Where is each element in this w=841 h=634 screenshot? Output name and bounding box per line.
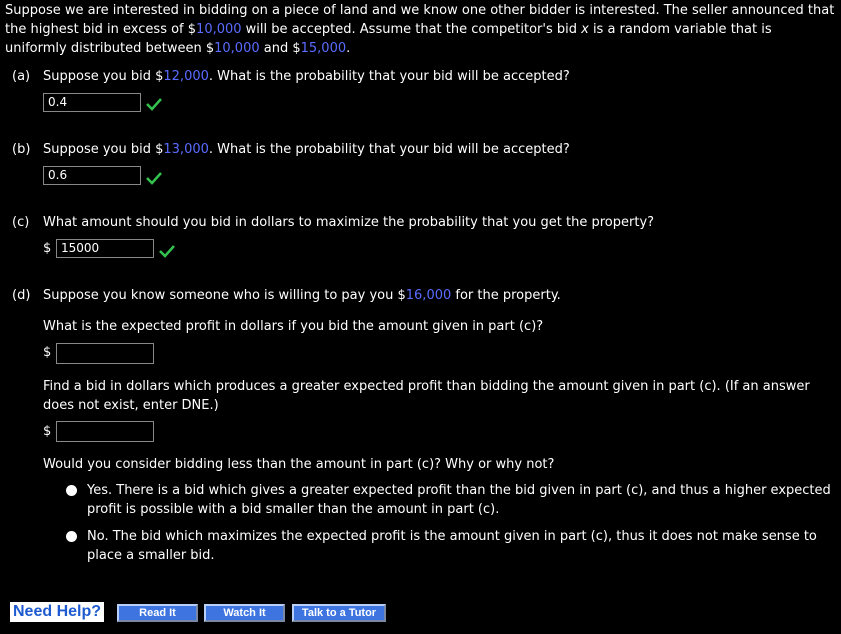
part-d-question-2: Find a bid in dollars which produces a greater expected profit than bidding the amount given in part (c). (If an answer does not exist, enter DNE.) — [43, 379, 810, 413]
part-d-question-1: What is the expected profit in dollars if you bid the amount given in part (c)? — [43, 319, 544, 334]
correct-check-icon — [146, 97, 162, 111]
part-c-label: (c) — [12, 215, 30, 230]
need-help-label: Need Help? — [10, 602, 104, 622]
watch-it-button[interactable]: Watch It — [204, 604, 285, 622]
part-a-answer-input[interactable]: 0.4 — [43, 93, 141, 112]
correct-check-icon — [159, 244, 175, 258]
dollar-sign: $ — [43, 345, 52, 360]
dollar-sign: $ — [43, 424, 52, 439]
variable-x: x — [581, 22, 589, 37]
correct-check-icon — [146, 171, 162, 185]
part-a-label: (a) — [12, 69, 31, 84]
part-b-answer-input[interactable]: 0.6 — [43, 166, 141, 185]
option-yes-text: Yes. There is a bid which gives a greater expected profit than the bid given in part (c), and thus a higher expected profit is possible with a bid smaller than the amount in part (c). — [87, 483, 831, 517]
talk-to-tutor-button[interactable]: Talk to a Tutor — [292, 604, 386, 622]
part-d-question: Suppose you know someone who is willing to pay you $16,000 for the property. — [43, 288, 561, 303]
part-d-question-3: Would you consider bidding less than the amount in part (c)? Why or why not? — [43, 457, 555, 472]
read-it-button[interactable]: Read It — [117, 604, 198, 622]
radio-option-yes[interactable] — [66, 485, 77, 496]
part-b-question: Suppose you bid $13,000. What is the probability that your bid will be accepted? — [43, 142, 570, 157]
problem-statement: Suppose we are interested in bidding on a piece of land and we know one other bidder is interested. The seller announced that the highest bid in excess of $10,000 will be accepted. Assume that the competitor's bid x is a random variable that is uniformly distributed between $10,000 and $15,000. — [5, 3, 835, 56]
part-d-expected-profit-input[interactable] — [56, 343, 154, 364]
value-10000: 10,000 — [196, 22, 242, 37]
part-b-label: (b) — [12, 142, 31, 157]
part-d-better-bid-input[interactable] — [56, 421, 154, 442]
radio-option-no[interactable] — [66, 531, 77, 542]
part-d-label: (d) — [12, 288, 31, 303]
part-c-answer-input[interactable]: 15000 — [56, 239, 154, 258]
option-no-text: No. The bid which maximizes the expected profit is the amount given in part (c), thus it does not make sense to place a smaller bid. — [87, 529, 817, 563]
part-a-question: Suppose you bid $12,000. What is the probability that your bid will be accepted? — [43, 69, 570, 84]
part-c-question: What amount should you bid in dollars to maximize the probability that you get the property? — [43, 215, 655, 230]
dollar-sign: $ — [43, 241, 52, 256]
